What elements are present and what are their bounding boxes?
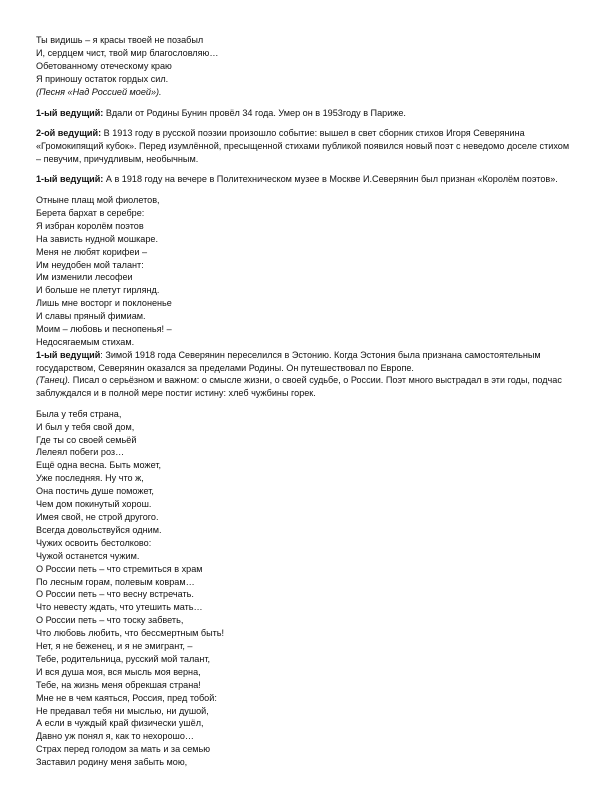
poem-line: Чужих освоить бестолково: <box>36 537 152 548</box>
poem-line: И, сердцем чист, твой мир благословляю… <box>36 47 219 58</box>
poem-line: Ты видишь – я красы твоей не позабыл <box>36 35 204 45</box>
poem-stanza-1 <box>36 34 576 86</box>
paragraph-text: : Зимой 1918 года Северянин переселился в Эстонию. Когда Эстония была признана самостоятельным государством, Северянин оказался за пределами Родины. Он путешествовал по Европе. <box>36 349 541 373</box>
poem-line: Чем дом покинутый хорош. <box>36 499 152 510</box>
poem-line: Страх перед голодом за мать и за семью <box>36 744 211 755</box>
document-page <box>36 34 576 769</box>
poem-line: Ещё одна весна. Быть может, <box>36 460 162 471</box>
poem-line: Всегда довольствуйся одним. <box>36 524 162 535</box>
poem-line: Лишь мне восторг и поклоненье <box>36 298 172 309</box>
poem-line: Им неудобен мой талант: <box>36 259 144 270</box>
poem-line: Лелеял побеги роз… <box>36 447 125 458</box>
poem-line: Меня не любят корифеи – <box>36 246 148 257</box>
poem-line: Давно уж понял я, как то нехорошо… <box>36 731 194 742</box>
poem-line: Что любовь любить, что бессмертным быть! <box>36 628 225 639</box>
poem-line: И был у тебя свой дом, <box>36 421 135 432</box>
poem-line: Мне не в чем каяться, Россия, пред тобой: <box>36 692 217 703</box>
poem-line: Им изменили лесофеи <box>36 272 133 283</box>
poem-line: Уже последняя. Ну что ж, <box>36 473 144 484</box>
dance-note: (Танец). <box>36 375 71 386</box>
poem-line: Я избран королём поэтов <box>36 220 144 231</box>
poem-line: Чужой останется чужим. <box>36 550 140 561</box>
paragraph-text: А в 1918 году на вечере в Политехническом музее в Москве И.Северянин был признан «Королём поэтов». <box>103 174 558 185</box>
poem-line: И славы пряный фимиам. <box>36 311 146 322</box>
poem-line: И больше не плетут гирлянд. <box>36 285 160 296</box>
poem-line: Я приношу остаток гордых сил. <box>36 73 169 84</box>
paragraph-text: В 1913 году в русской поэзии произошло событие: вышел в свет сборник стихов Игоря Северянина «Громокипящий кубок». Перед изумлённой, пресыщенной стихами публикой появился новый поэт с неведомо доселе стихом – певучим, причудливым, необычным. <box>36 128 570 164</box>
poem-line: На зависть нудной мошкаре. <box>36 233 159 244</box>
paragraph-text: Вдали от Родины Бунин провёл 34 года. Умер он в 1953году в Париже. <box>103 107 406 118</box>
poem-line: Имея свой, не строй другого. <box>36 511 159 522</box>
poem-line: Отныне плащ мой фиолетов, <box>36 195 160 206</box>
speaker-label: 2-ой ведущий: <box>36 128 102 139</box>
poem-line: Не предавал тебя ни мыслью, ни душой, <box>36 705 209 716</box>
song-note: (Песня «Над Россией моей»). <box>36 86 162 97</box>
poem-line: Она постичь душе поможет, <box>36 486 154 497</box>
poem-line: Недосягаемым стихам. <box>36 337 135 348</box>
speaker-label: 1-ый ведущий: <box>36 107 104 118</box>
paragraph-host1-king-of-poets <box>36 173 576 186</box>
poem-line: О России петь – что весну встречать. <box>36 589 194 600</box>
paragraph-host1-bunin <box>36 107 576 120</box>
poem-line: Моим – любовь и песнопенья! – <box>36 324 172 335</box>
poem-stanza-2 <box>36 194 576 349</box>
poem-line: Нет, я не беженец, и я не эмигрант, – <box>36 641 193 652</box>
poem-line: По лесным горам, полевым коврам… <box>36 576 195 587</box>
poem-line: Что невесту ждать, что утешить мать… <box>36 602 203 613</box>
paragraph-text: Писал о серьёзном и важном: о смысле жизни, о своей судьбе, о России. Поэт много выстрадал в эти годы, подчас заблуждался и в полной мере постиг истину: хлеб чужбины горек. <box>36 375 562 399</box>
poem-line: Берета бархат в серебре: <box>36 207 145 218</box>
speaker-label: 1-ый ведущий: <box>36 174 104 185</box>
poem-line: Заставил родину меня забыть мою, <box>36 757 188 768</box>
poem-line: Где ты со своей семьёй <box>36 434 137 445</box>
poem-stanza-3 <box>36 408 576 769</box>
poem-line: И вся душа моя, вся мысль моя верна, <box>36 666 201 677</box>
poem-line: О России петь – что стремиться в храм <box>36 563 203 574</box>
poem-line: Тебе, на жизнь меня обрекшая страна! <box>36 679 201 690</box>
poem-line: Была у тебя страна, <box>36 408 122 419</box>
speaker-label: 1-ый ведущий <box>36 349 101 360</box>
poem-line: Тебе, родительница, русский мой талант, <box>36 653 211 664</box>
paragraph-host2-severyanin <box>36 127 576 165</box>
poem-line: О России петь – что тоску забветь, <box>36 615 184 626</box>
poem-line: Обетованному отеческому краю <box>36 60 172 71</box>
poem-line: А если в чуждый край физически ушёл, <box>36 718 204 729</box>
paragraph-host1-estonia <box>36 349 576 400</box>
